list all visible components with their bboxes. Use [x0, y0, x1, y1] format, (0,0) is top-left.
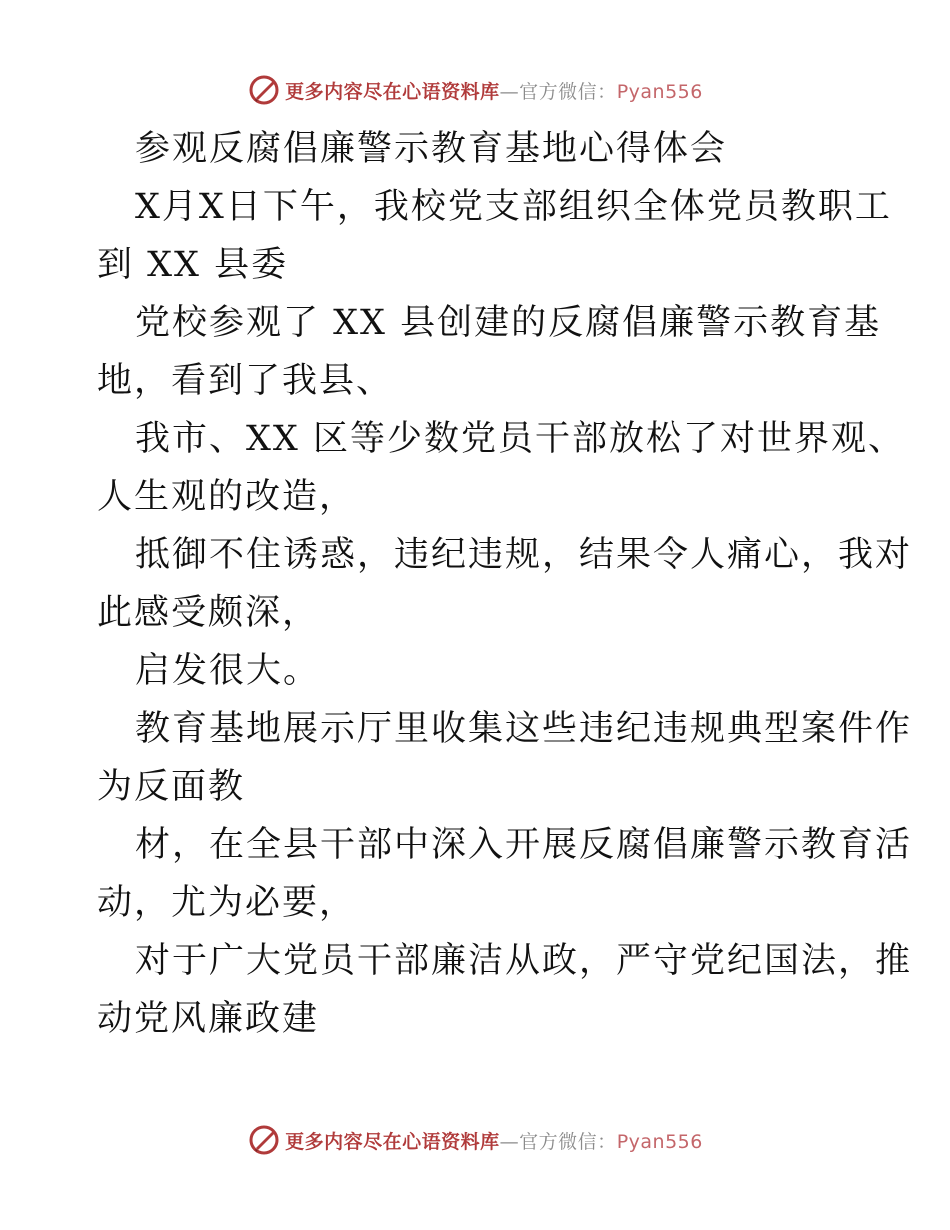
paragraph-line: 对于广大党员干部廉洁从政，严守党纪国法，推 — [135, 941, 913, 981]
document-title: 参观反腐倡廉警示教育基地心得体会 — [135, 129, 728, 169]
banner-wechat-label: 官方微信： — [519, 1130, 617, 1153]
document-body — [97, 120, 913, 1048]
banner-text — [285, 77, 703, 104]
quill-pen-logo-icon — [247, 73, 281, 107]
banner-brand: 更多内容尽在心语资料库 — [285, 80, 500, 103]
banner-brand: 更多内容尽在心语资料库 — [285, 1130, 500, 1153]
paragraph-line: X月X日下午，我校党支部组织全体党员教职工 — [135, 187, 892, 227]
paragraph-line: 到 XX 县委 — [97, 245, 289, 285]
paragraph-line: 材，在全县干部中深入开展反腐倡廉警示教育活 — [135, 825, 913, 865]
paragraph-line: 抵御不住诱惑，违纪违规，结果令人痛心，我对 — [135, 535, 913, 575]
paragraph-line: 人生观的改造， — [97, 477, 357, 517]
banner-wechat-label: 官方微信： — [519, 80, 617, 103]
footer-watermark-banner — [0, 1120, 950, 1160]
paragraph-line: 动党风廉政建 — [97, 999, 320, 1039]
paragraph-line: 党校参观了 XX 县创建的反腐倡廉警示教育基 — [135, 303, 882, 343]
paragraph-line: 此感受颇深， — [97, 593, 320, 633]
paragraph-line: 为反面教 — [97, 767, 246, 807]
header-watermark-banner — [0, 70, 950, 110]
paragraph-line: 启发很大。 — [135, 651, 321, 691]
paragraph-line: 我市、XX 区等少数党员干部放松了对世界观、 — [135, 419, 905, 459]
banner-separator: — — [499, 1130, 520, 1153]
paragraph-line: 地，看到了我县、 — [97, 361, 394, 401]
paragraph-line: 动，尤为必要， — [97, 883, 357, 923]
banner-separator: — — [499, 80, 520, 103]
banner-wechat-id: Pyan556 — [616, 80, 703, 103]
paragraph-line: 教育基地展示厅里收集这些违纪违规典型案件作 — [135, 709, 913, 749]
banner-wechat-id: Pyan556 — [616, 1130, 703, 1153]
banner-text — [285, 1127, 703, 1154]
quill-pen-logo-icon — [247, 1123, 281, 1157]
